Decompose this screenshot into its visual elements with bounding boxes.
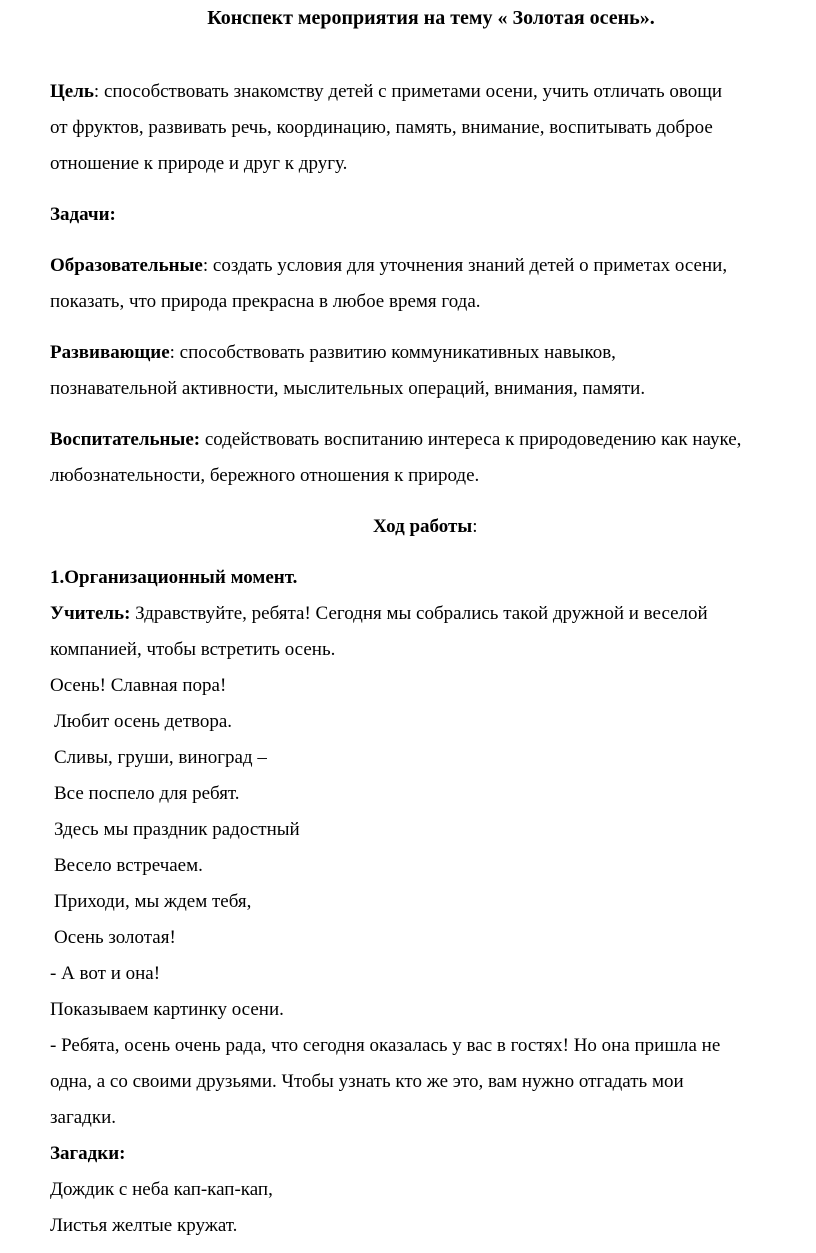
goal-line-1 bbox=[50, 80, 722, 104]
poem-line-8: Осень золотая! bbox=[54, 927, 176, 948]
here-she-is-line: - А вот и она! bbox=[50, 963, 161, 984]
developing-text-1: : способствовать развитию коммуникативных навыков, bbox=[169, 342, 616, 363]
riddles-heading-text: Загадки: bbox=[50, 1143, 126, 1164]
progress-suffix: : bbox=[472, 516, 478, 537]
show-picture-line: Показываем картинку осени. bbox=[50, 999, 284, 1020]
speech-line-1: - Ребята, осень очень рада, что сегодня оказалась у вас в гостях! Но она пришла не bbox=[50, 1035, 721, 1056]
poem-line-1: Осень! Славная пора! bbox=[50, 675, 227, 696]
teacher-line-1 bbox=[50, 602, 708, 626]
teacher-text-1: Здравствуйте, ребята! Сегодня мы собрались такой дружной и веселой bbox=[130, 603, 708, 624]
goal-line-3: отношение к природе и друг к другу. bbox=[50, 153, 348, 174]
educational-line-1 bbox=[50, 254, 727, 278]
teacher-line-2: компанией, чтобы встретить осень. bbox=[50, 639, 336, 660]
nurturing-text-1: содействовать воспитанию интереса к природоведению как науке, bbox=[200, 429, 742, 450]
goal-text-1: : способствовать знакомству детей с приметами осени, учить отличать овощи bbox=[93, 81, 722, 102]
document-title: Конспект мероприятия на тему « Золотая осень». bbox=[207, 7, 655, 29]
org-moment-heading bbox=[50, 566, 297, 590]
poem-line-2: Любит осень детвора. bbox=[54, 711, 233, 732]
progress-heading bbox=[373, 515, 477, 539]
developing-line-1 bbox=[50, 341, 616, 365]
tasks-heading bbox=[50, 203, 116, 227]
poem-line-5: Здесь мы праздник радостный bbox=[54, 819, 300, 840]
educational-line-2: показать, что природа прекрасна в любое время года. bbox=[50, 291, 481, 312]
poem-line-7: Приходи, мы ждем тебя, bbox=[54, 891, 252, 912]
speech-line-3: загадки. bbox=[50, 1107, 116, 1128]
poem-line-4: Все поспело для ребят. bbox=[54, 783, 240, 804]
tasks-heading-text: Задачи: bbox=[50, 204, 116, 225]
educational-label: Образовательные bbox=[50, 255, 203, 276]
riddle-line-2: Листья желтые кружат. bbox=[50, 1215, 238, 1236]
speech-line-2: одна, а со своими друзьями. Чтобы узнать кто же это, вам нужно отгадать мои bbox=[50, 1071, 684, 1092]
poem-line-3: Сливы, груши, виноград – bbox=[54, 747, 267, 768]
developing-label: Развивающие bbox=[50, 342, 170, 363]
nurturing-line-1 bbox=[50, 428, 741, 452]
progress-label: Ход работы bbox=[373, 516, 473, 537]
educational-text-1: : создать условия для уточнения знаний детей о приметах осени, bbox=[202, 255, 728, 276]
riddle-line-1: Дождик с неба кап-кап-кап, bbox=[50, 1179, 273, 1200]
goal-line-2: от фруктов, развивать речь, координацию, память, внимание, воспитывать доброе bbox=[50, 117, 713, 138]
goal-label: Цель bbox=[50, 81, 94, 102]
poem-line-6: Весело встречаем. bbox=[54, 855, 203, 876]
developing-line-2: познавательной активности, мыслительных операций, внимания, памяти. bbox=[50, 378, 646, 399]
riddles-heading bbox=[50, 1142, 126, 1166]
nurturing-line-2: любознательности, бережного отношения к природе. bbox=[50, 465, 480, 486]
org-moment-text: 1.Организационный момент. bbox=[50, 567, 298, 588]
teacher-label: Учитель: bbox=[50, 603, 131, 624]
nurturing-label: Воспитательные: bbox=[50, 429, 201, 450]
